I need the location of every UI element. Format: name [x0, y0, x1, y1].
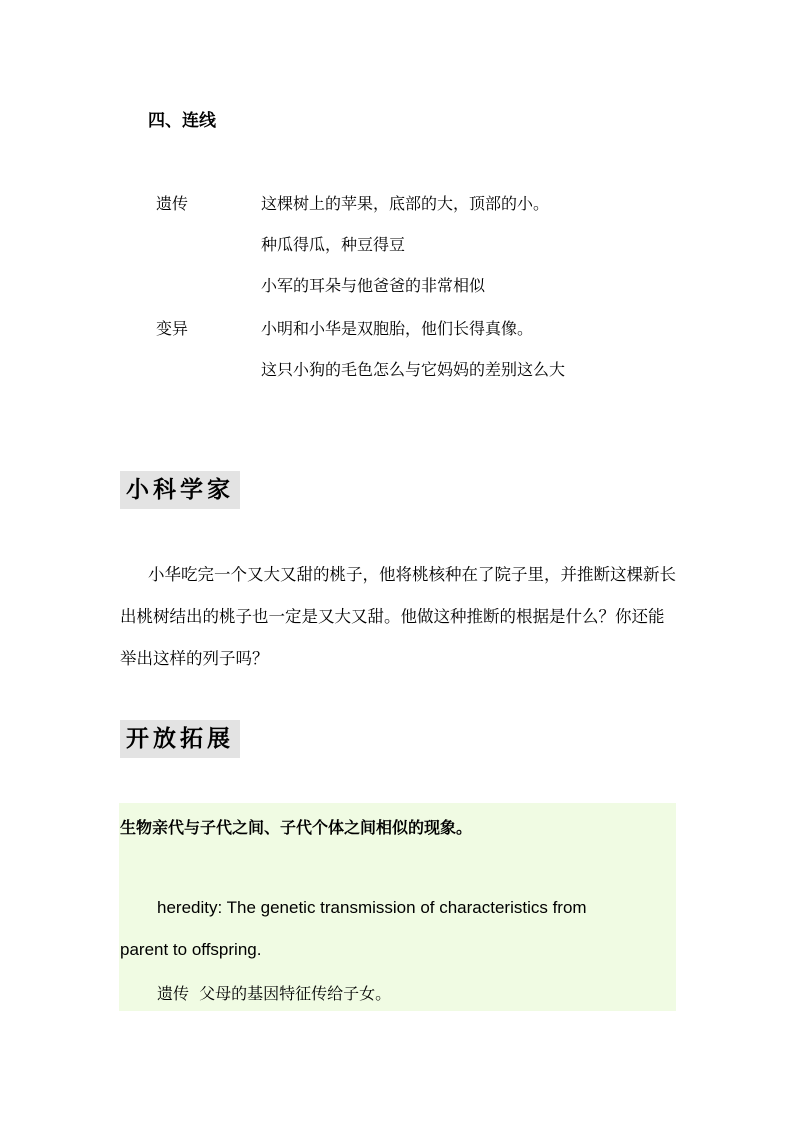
english-definition-line1: heredity: The genetic transmission of characteristics from: [157, 898, 587, 917]
left-term-variation: 变异: [156, 319, 189, 338]
open-extension-banner: 开放拓展: [120, 720, 240, 758]
english-definition-line2: parent to offspring.: [120, 940, 262, 959]
definition-box: [119, 803, 676, 1011]
scientist-paragraph: [120, 554, 680, 680]
little-scientist-banner: 小科学家: [120, 471, 240, 509]
right-item: 小军的耳朵与他爸爸的非常相似: [261, 276, 486, 295]
box-title: 生物亲代与子代之间、子代个体之间相似的现象。: [120, 818, 473, 837]
chinese-definition: 遗传 父母的基因特征传给子女。: [157, 984, 392, 1003]
right-item: 种瓜得瓜，种豆得豆: [261, 235, 406, 254]
right-item: 这棵树上的苹果，底部的大，顶部的小。: [261, 194, 550, 213]
right-item: 小明和小华是双胞胎，他们长得真像。: [261, 319, 534, 338]
scientist-paragraph-text: 小华吃完一个又大又甜的桃子，他将桃核种在了院子里，并推断这棵新长出桃树结出的桃子也一定是又大又甜。他做这种推断的根据是什么？你还能举出这样的列子吗？: [120, 565, 676, 668]
left-term-heredity: 遗传: [156, 194, 189, 213]
section-title: 四、连线: [148, 111, 216, 131]
right-item: 这只小狗的毛色怎么与它妈妈的差别这么大: [261, 360, 566, 379]
